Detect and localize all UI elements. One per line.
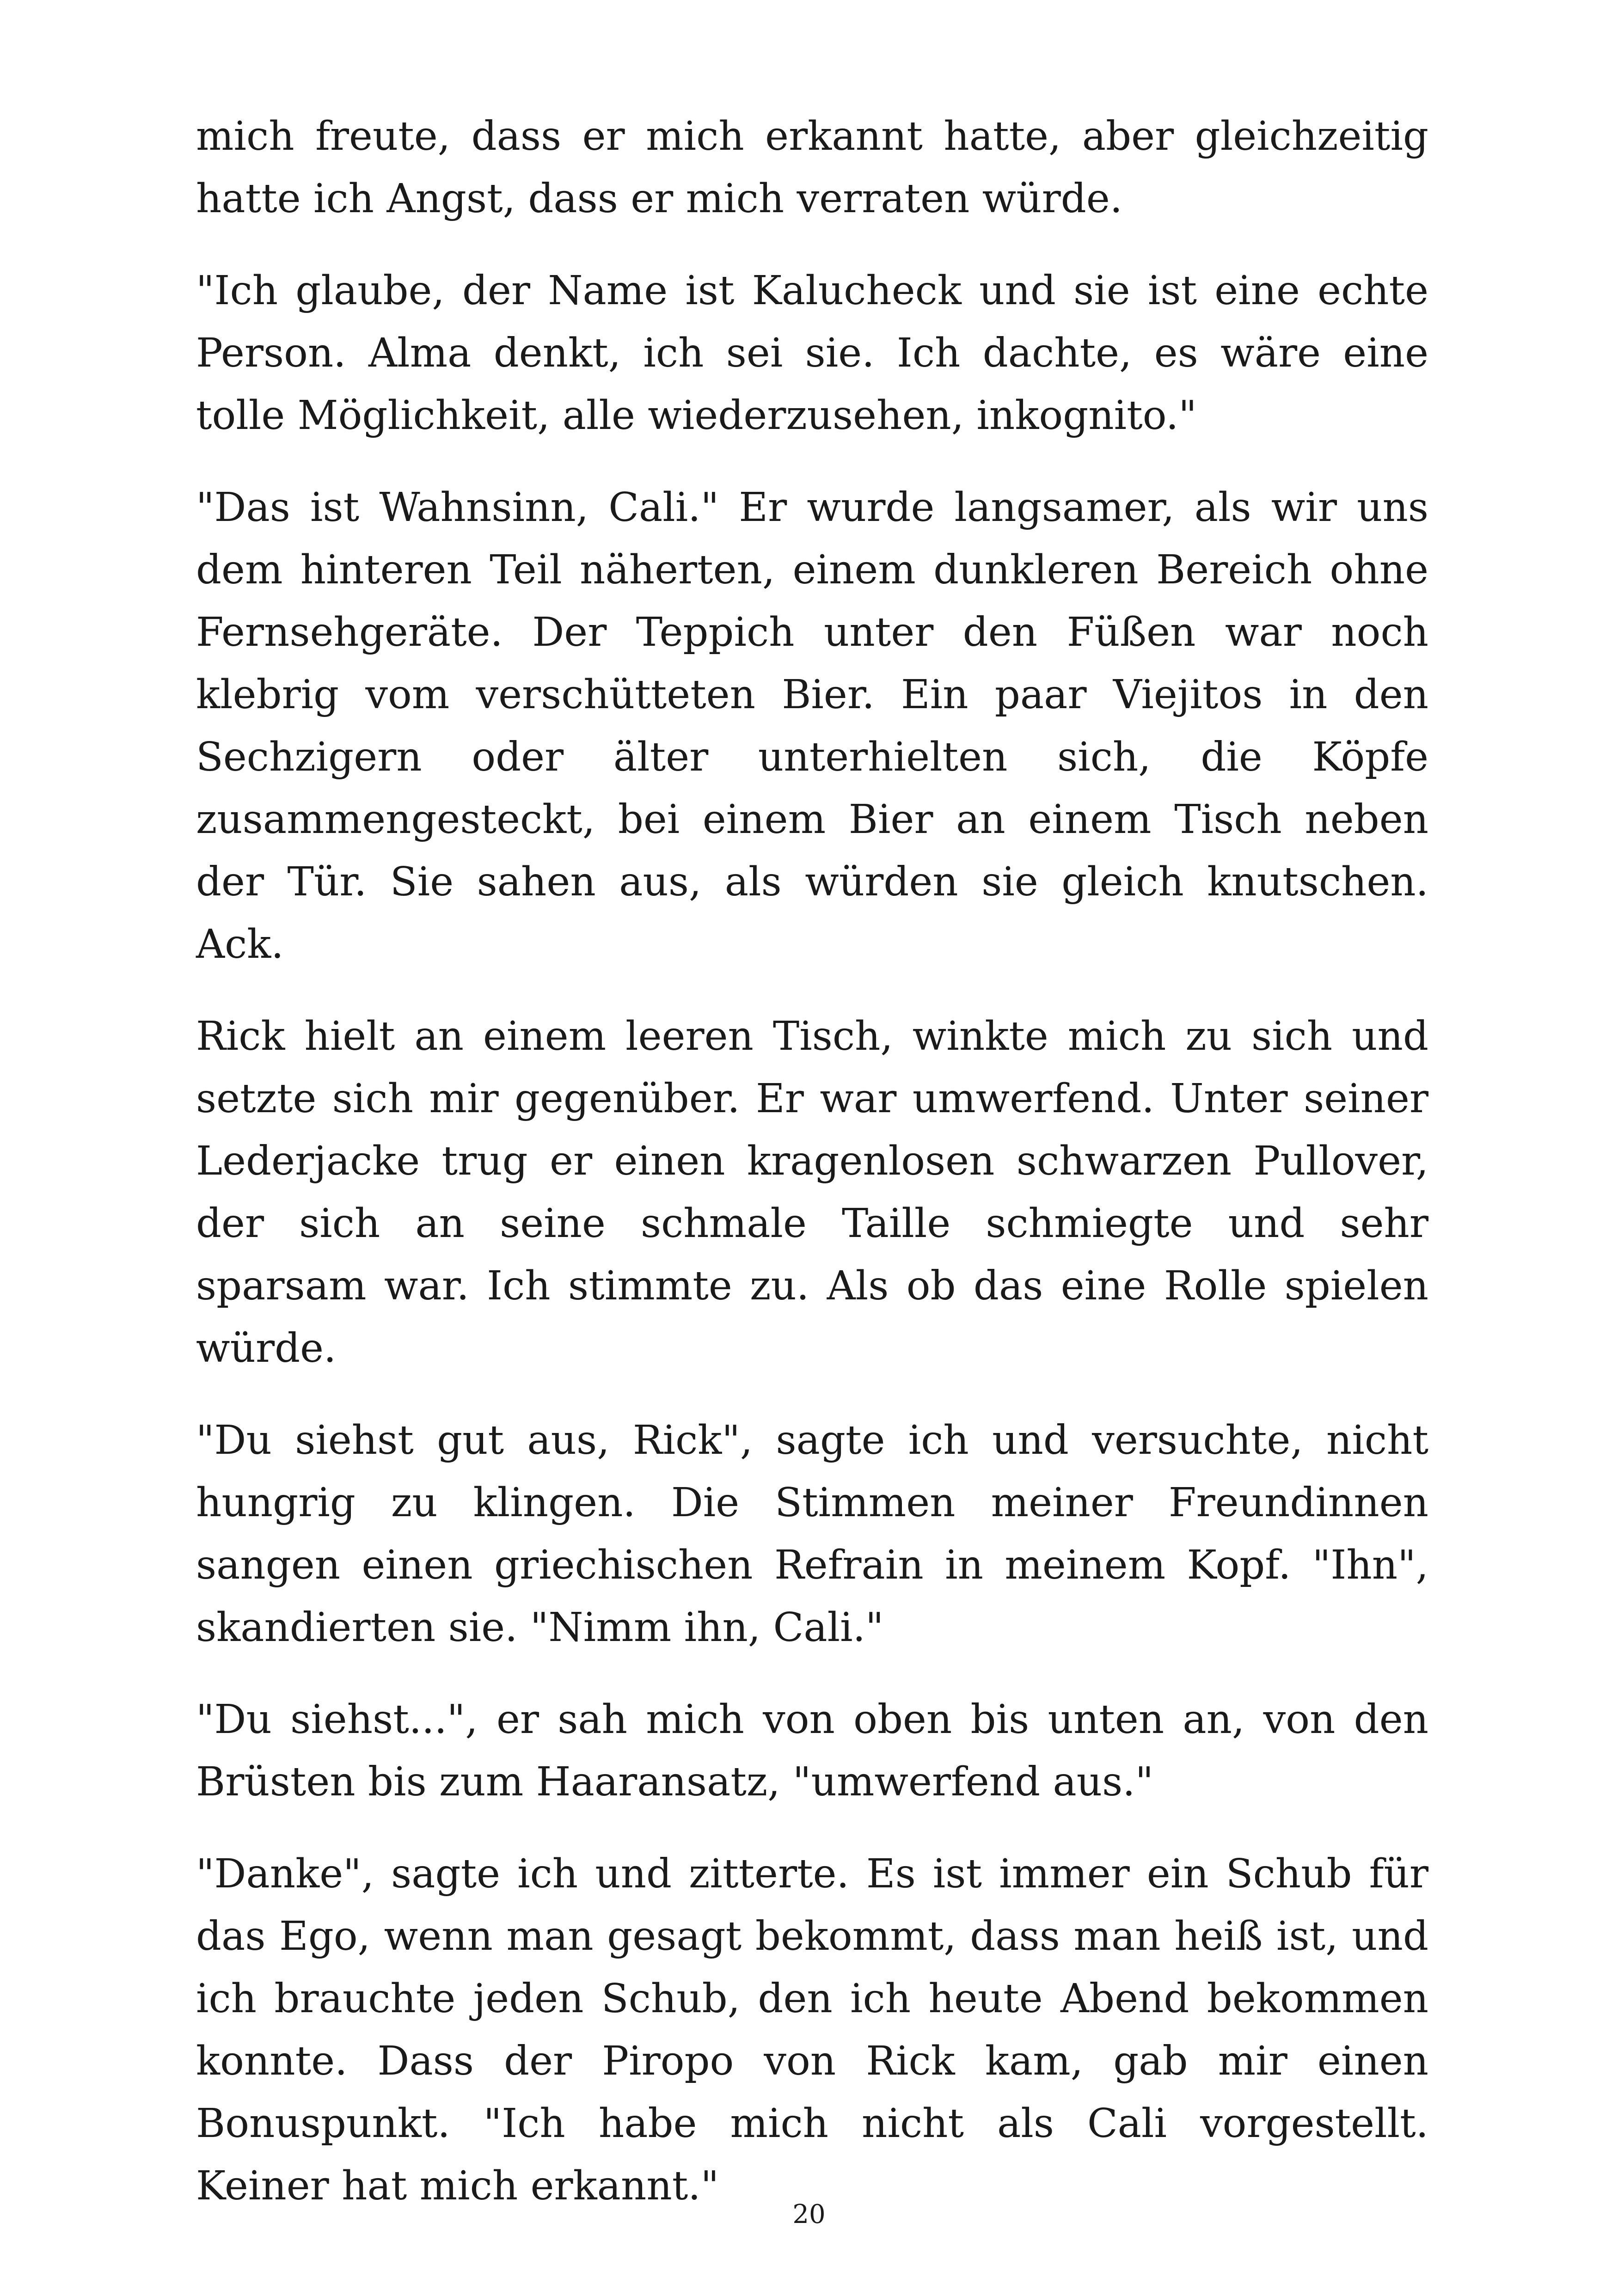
paragraph: mich freute, dass er mich erkannt hatte, aber gleichzeitig hatte ich Angst, dass er mich verraten würde. [196,113,1428,222]
body-text [196,105,1428,2247]
paragraph: "Du siehst...", er sah mich von oben bis unten an, von den Brüsten bis zum Haaransatz, "umwerfend aus." [196,1696,1428,1805]
paragraph: "Das ist Wahnsinn, Cali." Er wurde langsamer, als wir uns dem hinteren Teil näherten, einem dunkleren Bereich ohne Fernsehgeräte. Der Teppich unter den Füßen war noch klebrig vom verschütteten Bier. Ein paar Viejitos in den Sechzigern oder älter unterhielten sich, die Köpfe zusammengesteckt, bei einem Bier an einem Tisch neben der Tür. Sie sahen aus, als würden sie gleich knutschen. Ack. [196,484,1428,967]
paragraph: "Danke", sagte ich und zitterte. Es ist immer ein Schub für das Ego, wenn man gesagt bekommt, dass man heiß ist, und ich brauchte jeden Schub, den ich heute Abend bekommen konnte. Dass der Piropo von Rick kam, gab mir einen Bonuspunkt. "Ich habe mich nicht als Cali vorgestellt. Keiner hat mich erkannt." [196,1851,1428,2209]
page-number: 20 [792,2199,826,2229]
paragraph: "Ich glaube, der Name ist Kalucheck und sie ist eine echte Person. Alma denkt, ich sei sie. Ich dachte, es wäre eine tolle Möglichkeit, alle wiederzusehen, inkognito." [196,268,1428,439]
paragraph: "Du siehst gut aus, Rick", sagte ich und versuchte, nicht hungrig zu klingen. Die Stimmen meiner Freundinnen sangen einen griechischen Refrain in meinem Kopf. "Ihn", skandierten sie. "Nimm ihn, Cali." [196,1417,1428,1651]
paragraph: Rick hielt an einem leeren Tisch, winkte mich zu sich und setzte sich mir gegenüber. Er war umwerfend. Unter seiner Lederjacke trug er einen kragenlosen schwarzen Pullover, der sich an seine schmale Taille schmiegte und sehr sparsam war. Ich stimmte zu. Als ob das eine Rolle spielen würde. [196,1013,1428,1371]
